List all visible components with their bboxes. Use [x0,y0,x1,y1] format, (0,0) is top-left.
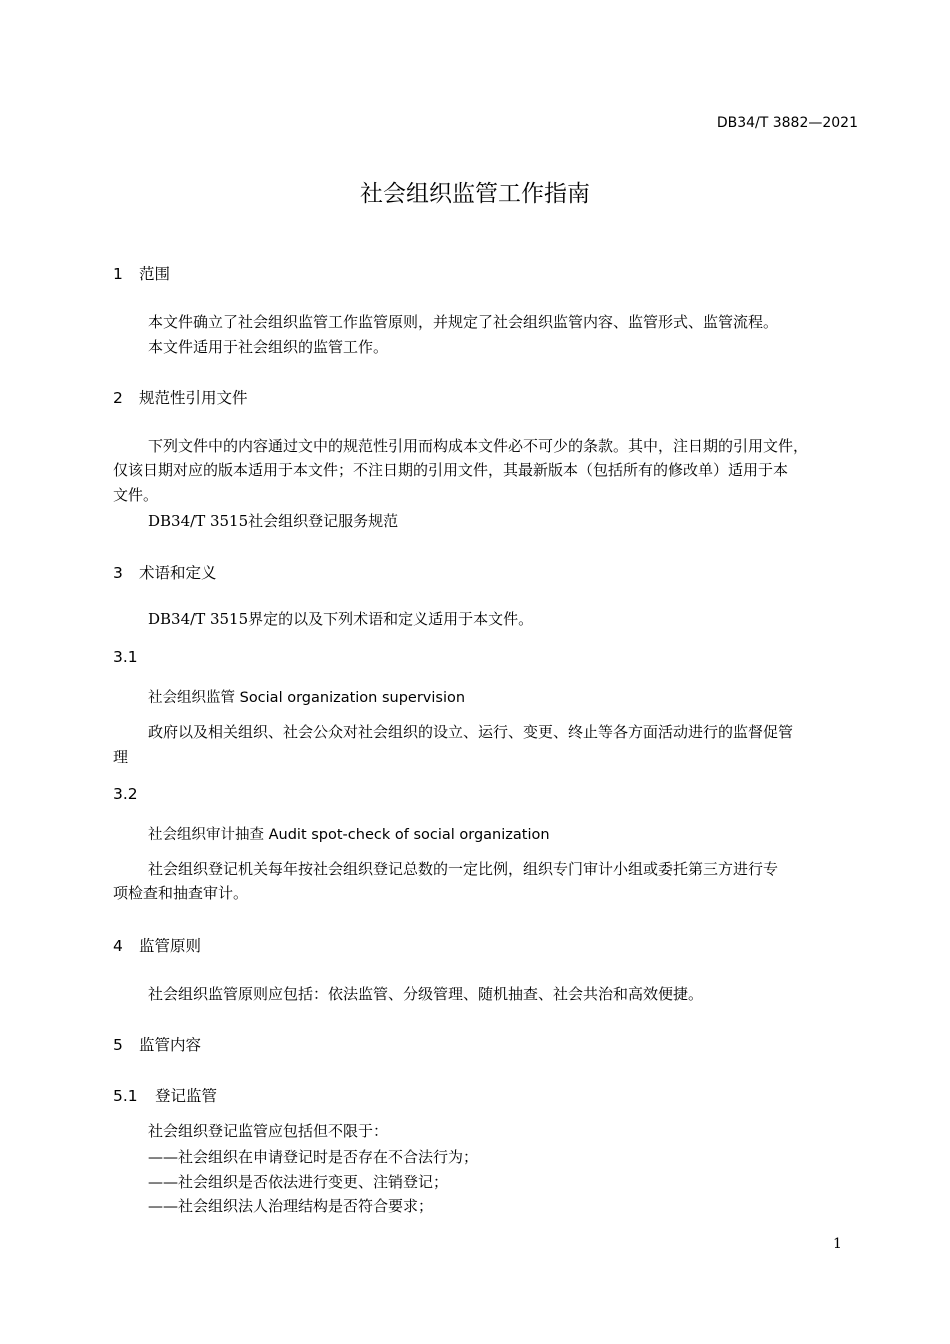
definition-line: 社会组织登记机关每年按社会组织登记总数的一定比例，组织专门审计小组或委托第三方进行专 [148,860,779,878]
term-title: 社会组织审计抽查 Audit spot-check of social organization [148,827,550,843]
definition-line: 项检查和抽查审计。 [113,884,249,902]
list-item: ——社会组织是否依法进行变更、注销登记； [148,1173,449,1191]
paragraph: DB34/T 3515界定的以及下列术语和定义适用于本文件。 [148,610,534,628]
normative-reference: DB34/T 3515社会组织登记服务规范 [148,512,399,530]
term-title: 社会组织监管 Social organization supervision [148,690,466,706]
document-title: 社会组织监管工作指南 [360,181,590,207]
definition-line: 政府以及相关组织、社会公众对社会组织的设立、运行、变更、终止等各方面活动进行的监督促管 [148,723,794,741]
list-item: ——社会组织法人治理结构是否符合要求； [148,1197,434,1215]
page-number: 1 [833,1236,842,1252]
term-number: 3.1 [113,648,138,666]
section-1-heading [113,262,170,284]
paragraph-line: 下列文件中的内容通过文中的规范性引用而构成本文件必不可少的条款。其中，注日期的引用文件， [148,437,809,455]
definition-line: 理 [113,748,129,766]
paragraph-line: 仅该日期对应的版本适用于本文件；不注日期的引用文件，其最新版本（包括所有的修改单）适用于本 [113,461,789,479]
paragraph-line: 文件。 [113,486,159,504]
section-5-heading [113,1033,201,1055]
paragraph: 本文件适用于社会组织的监管工作。 [148,338,389,356]
section-title: 规范性引用文件 [139,389,248,407]
subsection-title: 登记监管 [155,1087,218,1105]
section-title: 监管原则 [139,937,202,955]
paragraph: 本文件确立了社会组织监管工作监管原则，并规定了社会组织监管内容、监管形式、监管流程。 [148,313,779,331]
section-number: 2 [113,389,123,407]
section-4-heading [113,934,201,956]
standard-code: DB34/T 3882—2021 [716,115,858,131]
section-title: 术语和定义 [139,564,217,582]
subsection-number: 5.1 [113,1087,138,1105]
section-2-heading [113,386,248,408]
list-item: ——社会组织在申请登记时是否存在不合法行为； [148,1148,479,1166]
section-3-heading [113,561,217,583]
paragraph: 社会组织监管原则应包括：依法监管、分级管理、随机抽查、社会共治和高效便捷。 [148,985,704,1003]
section-number: 5 [113,1036,123,1054]
term-number: 3.2 [113,785,138,803]
section-number: 3 [113,564,123,582]
section-title: 范围 [139,265,171,283]
paragraph: 社会组织登记监管应包括但不限于： [148,1122,389,1140]
section-number: 1 [113,265,123,283]
section-number: 4 [113,937,123,955]
subsection-5-1-heading [113,1084,217,1106]
section-title: 监管内容 [139,1036,202,1054]
